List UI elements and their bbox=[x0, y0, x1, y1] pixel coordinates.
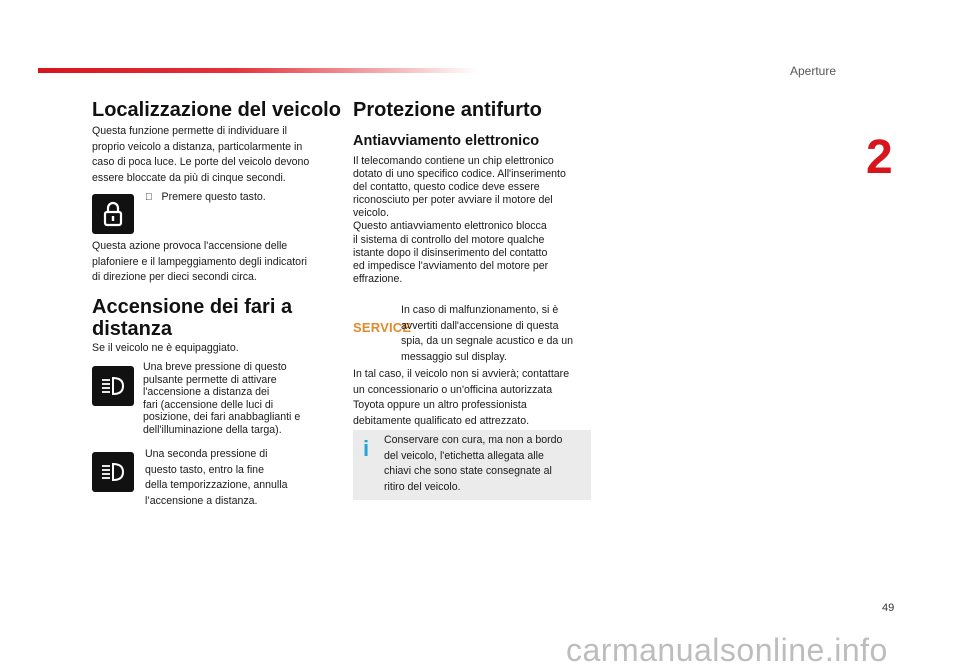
info-icon: i bbox=[363, 436, 370, 461]
bullet-icon bbox=[145, 192, 153, 203]
lights-title: Accensione dei fari a distanza bbox=[92, 296, 293, 340]
service-warning-icon: SERVICE bbox=[353, 320, 412, 335]
headlamp-icon bbox=[92, 452, 134, 492]
service-text: In caso di malfunzionamento, si è avvertiti dall'accensione di questa spia, da un segnale acustico e da un messaggio sul display. bbox=[401, 304, 573, 363]
immobiliser-body: Il telecomando contiene un chip elettronico dotato di uno specifico codice. All'inserimento del contatto, questo codice deve essere riconosciuto per poter avviare il motore del veicolo. Questo antiavviamento elettronico blocca il sistema di controllo del motore qualche istante dopo il disinserimento del contatto ed impedisce l'avviamento del motore per effrazione. bbox=[353, 155, 566, 285]
header-accent-bar bbox=[38, 68, 478, 73]
info-text: Conservare con cura, ma non a bordo del veicolo, l'etichetta allegata alle chiavi che sono state consegnate al ritiro del veicolo. bbox=[384, 434, 563, 493]
lock-icon bbox=[92, 194, 134, 234]
locate-step: Premere questo tasto. bbox=[145, 190, 266, 206]
page-number: 49 bbox=[882, 602, 895, 614]
antitheft-title: Protezione antifurto bbox=[353, 99, 542, 121]
locate-title: Localizzazione del veicolo bbox=[92, 99, 341, 121]
lights-second-press: Una seconda pressione di questo tasto, entro la fine della temporizzazione, annulla l’accensione a distanza. bbox=[145, 448, 288, 507]
locate-result: Questa azione provoca l'accensione delle plafoniere e il lampeggiamento degli indicatori di direzione per dieci secondi circa. bbox=[92, 240, 307, 283]
contact-text: In tal caso, il veicolo non si avvierà; contattare un concessionario o un'officina autorizzata Toyota oppure un altro professionista debitamente qualificato ed attrezzato. bbox=[353, 368, 570, 427]
watermark: carmanualsonline.info bbox=[566, 632, 888, 668]
immobiliser-subtitle: Antiavviamento elettronico bbox=[353, 133, 540, 149]
lights-equipped: Se il veicolo ne è equipaggiato. bbox=[92, 342, 239, 354]
lights-first-press: Una breve pressione di questo pulsante permette di attivare l'accensione a distanza dei fari (accensione delle luci di posizione, dei fari anabbaglianti e dell'illuminazione della targa). bbox=[143, 361, 301, 436]
locate-intro: Questa funzione permette di individuare il proprio veicolo a distanza, particolarmente in caso di poca luce. Le porte del veicolo devono essere bloccate da più di cinque secondi. bbox=[92, 125, 310, 184]
section-label: Aperture bbox=[790, 64, 837, 78]
chapter-number: 2 bbox=[866, 131, 893, 184]
headlamp-icon bbox=[92, 366, 134, 406]
